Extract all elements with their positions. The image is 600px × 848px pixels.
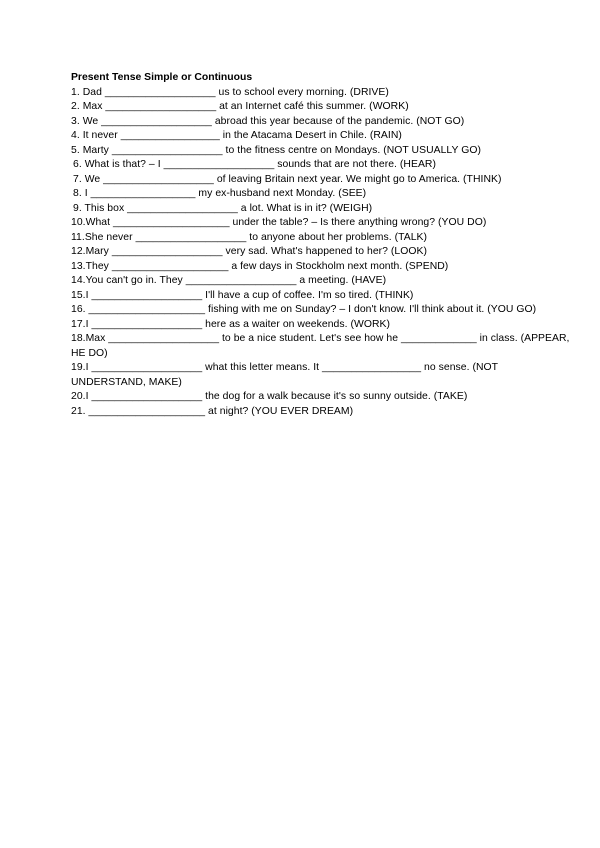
exercise-item-5: 5. Marty ___________________ to the fitness centre on Mondays. (NOT USUALLY GO): [71, 144, 481, 156]
exercise-item-11: 11.She never ___________________ to anyone about her problems. (TALK): [71, 231, 428, 243]
exercise-item-9: 9. This box ___________________ a lot. What is in it? (WEIGH): [73, 202, 373, 214]
exercise-item-4: 4. It never _________________ in the Atacama Desert in Chile. (RAIN): [71, 130, 402, 141]
worksheet-content: [71, 71, 571, 419]
exercise-item-19: 19.I ___________________ what this letter means. It _________________ no sense. (NOT UNDERSTAND, MAKE): [71, 362, 498, 388]
exercise-item-1: 1. Dad ___________________ us to school every morning. (DRIVE): [71, 86, 389, 98]
exercise-item-10: 10.What ____________________ under the table? – Is there anything wrong? (YOU DO): [71, 217, 487, 228]
exercise-item-17: 17.I ___________________ here as a waiter on weekends. (WORK): [71, 318, 391, 330]
exercise-item-13: 13.They ____________________ a few days in Stockholm next month. (SPEND): [71, 260, 449, 272]
exercise-item-20: 20.I ___________________ the dog for a walk because it's so sunny outside. (TAKE): [71, 391, 468, 402]
exercise-item-18: 18.Max ___________________ to be a nice student. Let's see how he _____________ in class. (APPEAR, HE DO): [71, 333, 570, 359]
exercise-item-3: 3. We ___________________ abroad this year because of the pandemic. (NOT GO): [71, 115, 465, 127]
exercise-item-7: 7. We ___________________ of leaving Britain next year. We might go to America. (THINK): [73, 173, 502, 185]
exercise-item-15: 15.I ___________________ I'll have a cup of coffee. I'm so tired. (THINK): [71, 289, 414, 301]
worksheet-title: Present Tense Simple or Continuous: [71, 72, 253, 83]
exercise-item-16: 16. ____________________ fishing with me on Sunday? – I don't know. I'll think about it. (YOU GO): [71, 304, 537, 315]
exercise-item-14: 14.You can't go in. They ___________________ a meeting. (HAVE): [71, 275, 387, 286]
exercise-item-8: 8. I __________________ my ex-husband next Monday. (SEE): [73, 188, 367, 199]
exercise-item-21: 21. ____________________ at night? (YOU EVER DREAM): [71, 405, 354, 417]
exercise-item-6: 6. What is that? – I ___________________ sounds that are not there. (HEAR): [73, 159, 436, 170]
exercise-item-12: 12.Mary ___________________ very sad. What's happened to her? (LOOK): [71, 246, 428, 257]
exercise-item-2: 2. Max ___________________ at an Internet café this summer. (WORK): [71, 101, 409, 112]
